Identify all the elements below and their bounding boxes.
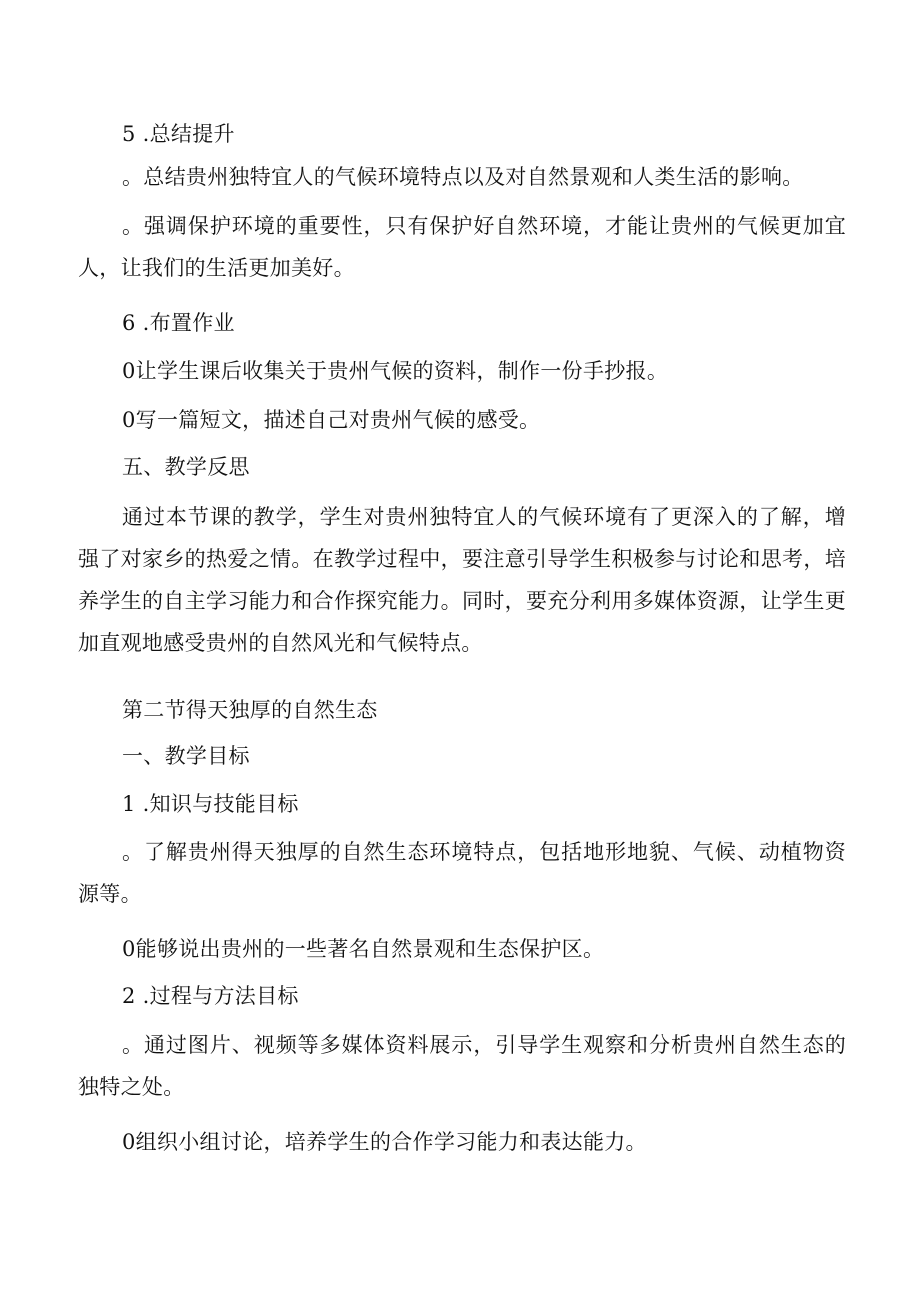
- paragraph-summary-point-2: 。强调保护环境的重要性，只有保护好自然环境，才能让贵州的气候更加宜人，让我们的生活更加美好。: [78, 214, 846, 280]
- heading-section-two: 第二节得天独厚的自然生态: [122, 698, 378, 722]
- heading-summary: 5 .总结提升: [122, 122, 235, 146]
- heading-teaching-reflection: 五、教学反思: [122, 455, 250, 479]
- paragraph-knowledge-goal-2: 0能够说出贵州的一些著名自然景观和生态保护区。: [122, 937, 605, 961]
- paragraph-homework-2: 0写一篇短文，描述自己对贵州气候的感受。: [122, 408, 541, 432]
- heading-homework: 6 .布置作业: [122, 311, 235, 335]
- paragraph-homework-1: 0让学生课后收集关于贵州气候的资料，制作一份手抄报。: [122, 359, 669, 383]
- paragraph-teaching-reflection: 通过本节课的教学，学生对贵州独特宜人的气候环境有了更深入的了解，增强了对家乡的热爱之情。在教学过程中，要注意引导学生积极参与讨论和思考，培养学生的自主学习能力和合作探究能力。同时，要充分利用多媒体资源，让学生更加直观地感受贵州的自然风光和气候特点。: [78, 505, 846, 655]
- paragraph-process-goal-2: 0组织小组讨论，培养学生的合作学习能力和表达能力。: [122, 1130, 647, 1154]
- heading-teaching-goals: 一、教学目标: [122, 744, 250, 768]
- paragraph-process-goal-1: 。通过图片、视频等多媒体资料展示，引导学生观察和分析贵州自然生态的独特之处。: [78, 1033, 846, 1099]
- heading-knowledge-goals: 1 .知识与技能目标: [122, 792, 299, 816]
- paragraph-summary-point-1: 。总结贵州独特宜人的气候环境特点以及对自然景观和人类生活的影响。: [122, 165, 804, 189]
- heading-process-goals: 2 .过程与方法目标: [122, 984, 299, 1008]
- paragraph-knowledge-goal-1: 。了解贵州得天独厚的自然生态环境特点，包括地形地貌、气候、动植物资源等。: [78, 840, 846, 906]
